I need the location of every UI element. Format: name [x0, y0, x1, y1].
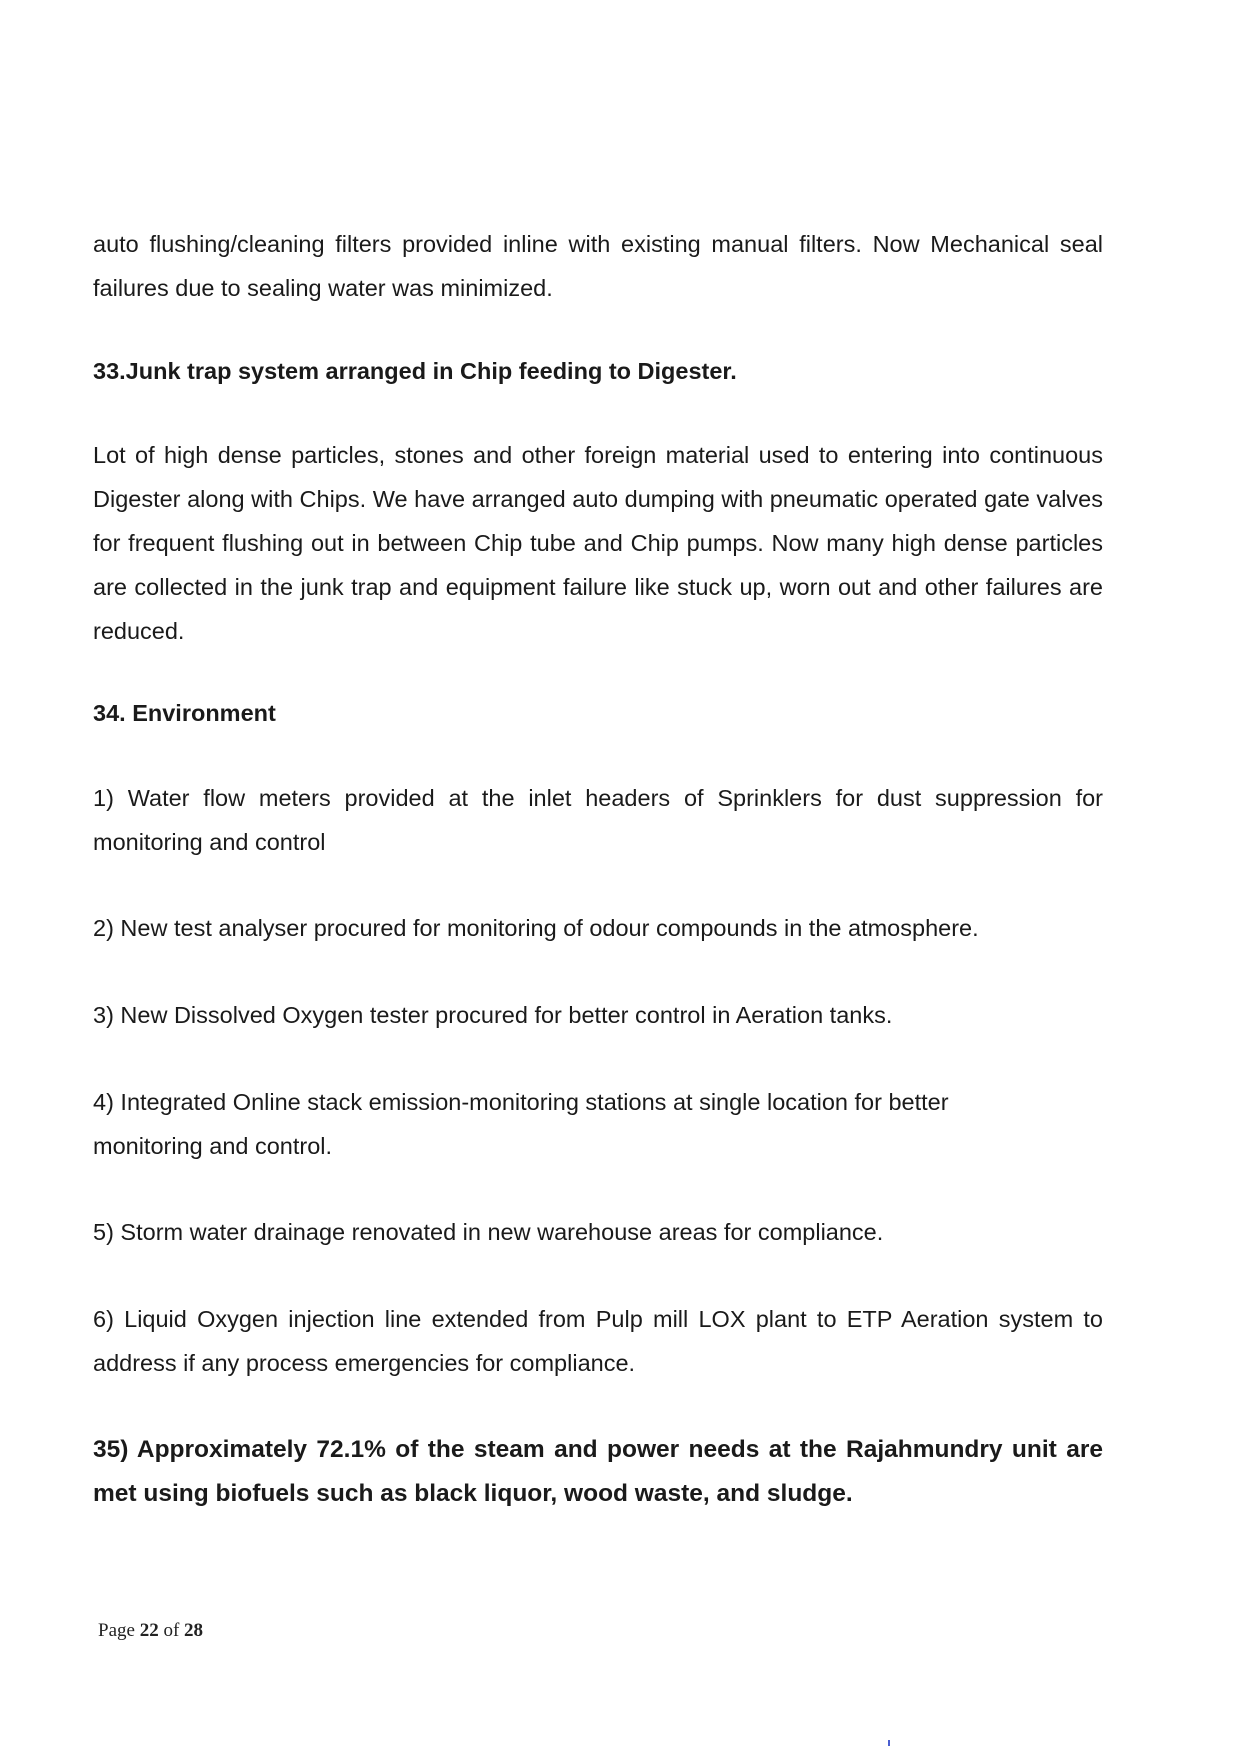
environment-item-4: 4) Integrated Online stack emission-monitoring stations at single location for better monitoring and control.	[93, 1089, 949, 1159]
section-35-statement: 35) Approximately 72.1% of the steam and power needs at the Rajahmundry unit are met using biofuels such as black liquor, wood waste, and sludge.	[93, 1436, 1103, 1507]
footer-page-word: Page	[98, 1620, 135, 1641]
environment-item-6: 6) Liquid Oxygen injection line extended from Pulp mill LOX plant to ETP Aeration system to address if any process emergencies for compliance.	[93, 1306, 1103, 1376]
section-34-heading: 34. Environment	[93, 700, 276, 726]
intro-paragraph: auto flushing/cleaning filters provided inline with existing manual filters. Now Mechanical seal failures due to sealing water was minimized.	[93, 231, 1103, 301]
scan-mark	[888, 1740, 890, 1746]
environment-item-2: 2) New test analyser procured for monitoring of odour compounds in the atmosphere.	[93, 915, 979, 941]
environment-item-5: 5) Storm water drainage renovated in new warehouse areas for compliance.	[93, 1219, 884, 1245]
environment-item-3: 3) New Dissolved Oxygen tester procured for better control in Aeration tanks.	[93, 1002, 893, 1028]
section-33-heading: 33.Junk trap system arranged in Chip feeding to Digester.	[93, 358, 737, 384]
section-33-paragraph: Lot of high dense particles, stones and other foreign material used to entering into continuous Digester along with Chips. We have arranged auto dumping with pneumatic operated gate valves for frequent flushing out in between Chip tube and Chip pumps. Now many high dense particles are collected in the junk trap and equipment failure like stuck up, worn out and other failures are reduced.	[93, 442, 1103, 644]
footer-of-word: of	[163, 1620, 180, 1641]
footer-page-current: 22	[139, 1620, 159, 1641]
page-number-footer	[98, 1620, 203, 1642]
footer-page-total: 28	[184, 1620, 204, 1641]
environment-item-1: 1) Water flow meters provided at the inlet headers of Sprinklers for dust suppression for monitoring and control	[93, 785, 1103, 855]
